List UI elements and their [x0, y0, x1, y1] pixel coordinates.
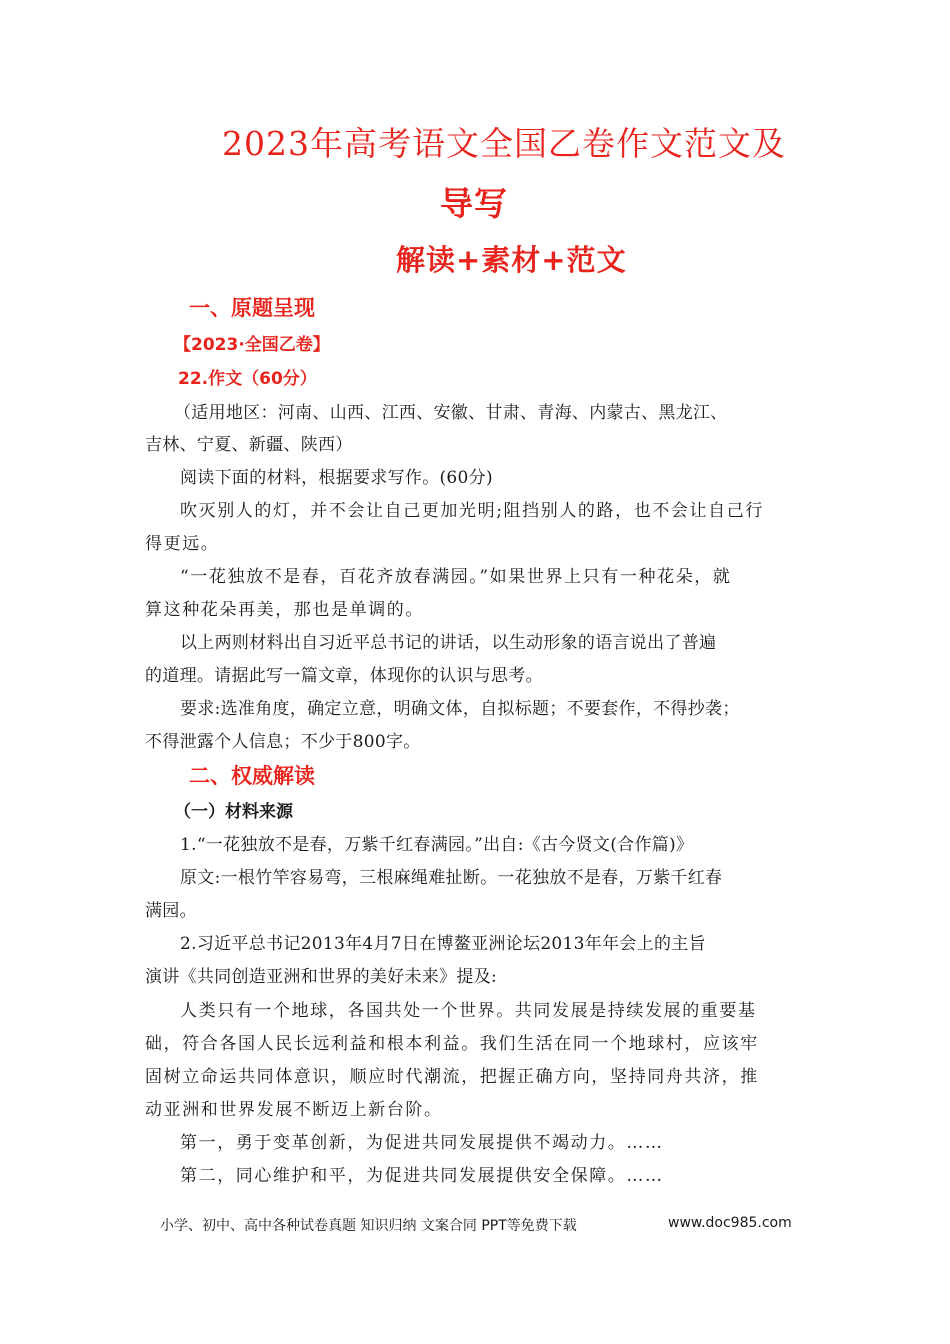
speech-quote-line-1: 人类只有一个地球，各国共处一个世界。共同发展是持续发展的重要基 — [180, 1001, 757, 1021]
speech-point-1: 第一，勇于变革创新，为促进共同发展提供不竭动力。…… — [180, 1133, 664, 1153]
material-3-line-1: 以上两则材料出自习近平总书记的讲话，以生动形象的语言说出了普遍 — [180, 633, 717, 653]
instruction-text: 阅读下面的材料，根据要求写作。(60分) — [180, 468, 493, 488]
material-2-line-1: “一花独放不是春，百花齐放春满园。”如果世界上只有一种花朵，就 — [180, 567, 732, 587]
speech-quote-line-2: 础，符合各国人民长远利益和根本利益。我们生活在同一个地球村，应该牢 — [145, 1034, 759, 1054]
region-text-line-1: （适用地区：河南、山西、江西、安徽、甘肃、青海、内蒙古、黑龙江、 — [174, 403, 728, 423]
exam-tag: 【2023·全国乙卷】 — [174, 335, 330, 355]
source-1-text: 1.“一花独放不是春，万紫千红春满园。”出自:《古今贤文(合作篇)》 — [180, 835, 694, 855]
region-text-line-2: 吉林、宁夏、新疆、陕西） — [145, 435, 353, 455]
material-1-line-1: 吹灭别人的灯，并不会让自己更加光明;阻挡别人的路，也不会让自己行 — [180, 501, 764, 521]
original-text-line-2: 满园。 — [145, 901, 197, 921]
document-title-line-2: 导写 — [440, 184, 508, 223]
material-3-line-2: 的道理。请据此写一篇文章，体现你的认识与思考。 — [145, 666, 543, 686]
source-2-line-2: 演讲《共同创造亚洲和世界的美好未来》提及: — [145, 967, 498, 987]
question-number: 22.作文（60分） — [178, 369, 317, 389]
source-2-line-1: 2.习近平总书记2013年4月7日在博鳌亚洲论坛2013年年会上的主旨 — [180, 934, 706, 954]
subsection-heading-material-source: （一）材料来源 — [174, 802, 293, 822]
footer-advert-text: 小学、初中、高中各种试卷真题 知识归纳 文案合同 PPT等免费下载 — [160, 1218, 577, 1234]
requirements-line-2: 不得泄露个人信息；不少于800字。 — [145, 732, 421, 752]
original-text-line-1: 原文:一根竹竿容易弯，三根麻绳难扯断。一花独放不是春，万紫千红春 — [180, 868, 723, 888]
material-1-line-2: 得更远。 — [145, 534, 220, 554]
section-heading-authoritative-interpretation: 二、权威解读 — [189, 764, 315, 788]
footer-website-link[interactable]: www.doc985.com — [668, 1215, 792, 1231]
speech-quote-line-3: 固树立命运共同体意识，顺应时代潮流，把握正确方向，坚持同舟共济，推 — [145, 1067, 759, 1087]
material-2-line-2: 算这种花朵再美，那也是单调的。 — [145, 600, 424, 620]
speech-point-2: 第二，同心维护和平，为促进共同发展提供安全保障。…… — [180, 1166, 664, 1186]
section-heading-original-question: 一、原题呈现 — [189, 296, 315, 320]
requirements-line-1: 要求:选准角度，确定立意，明确文体，自拟标题；不要套作，不得抄袭； — [180, 699, 740, 719]
document-title-line-1: 2023年高考语文全国乙卷作文范文及 — [222, 124, 786, 163]
speech-quote-line-4: 动亚洲和世界发展不断迈上新台阶。 — [145, 1100, 443, 1120]
document-subtitle: 解读+素材+范文 — [396, 243, 627, 277]
